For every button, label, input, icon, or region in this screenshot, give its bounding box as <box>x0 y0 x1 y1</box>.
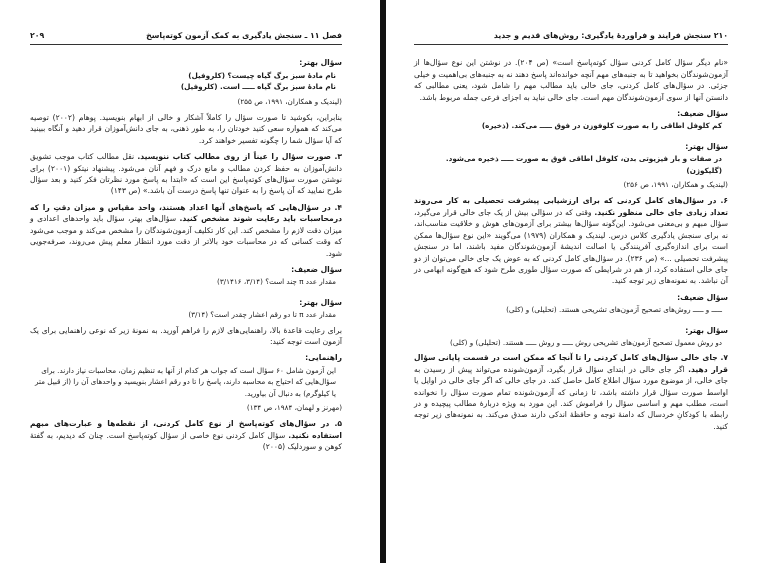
citation: (مهرنز و لهمان، ۱۹۸۴، ص ۱۳۴) <box>246 402 342 412</box>
example-text: مقدار عدد π تا دو رقم اعشار چقدر است؟ (۳/۱۴) <box>188 310 336 320</box>
rule-lead: ۴. در سؤال‌هایی که پاسخ‌های آنها اعداد هستند، واحد مقیاس و میزان دقتِ را که درمحاسبات باید رعایت شوند مشخص کنید. <box>30 202 342 224</box>
example-text: نام مادهٔ سبز برگ گیاه چیست؟ (کلروفیل) <box>188 70 336 80</box>
example-text: در صفات و بار فیزیوتی بدن، کلوفل اطاقی فوق به صورت ـــــ ذخیره می‌شود. (گلیکوژن) <box>445 154 722 175</box>
example-text: ـــــ و ـــــ روش‌های تصحیح آزمون‌های تشریحی هستند. (تحلیلی) و (کلی) <box>506 305 722 315</box>
right-page <box>386 0 768 563</box>
rule-item-7 <box>414 352 728 432</box>
right-header-text: سنجش فرایند و فراوردهٔ یادگیری: روش‌های قدیم و جدید <box>493 31 711 40</box>
paragraph: برای رعایت قاعدهٔ بالا، راهنمایی‌های لازم را فراهم آورید. به نمونهٔ زیر که نوعی راهنمایی برای یک آزمون است توجه کنید: <box>30 325 342 346</box>
right-page-number: ۲۱۰ <box>713 31 728 40</box>
better-question-label: سؤال بهتر: <box>685 141 728 151</box>
paragraph: «نام دیگر سؤال کامل کردنی سؤال کوته‌پاسخ است» (ص ۲۰۴). در نوشتن این نوع سؤال‌ها از آزمون‌شوندگان بخواهید تا به جنبه‌های مهم آنچه خوانده‌اند پاسخ دهند نه به جنبه‌های بی‌اهمیت و خیلی جزئی. در سؤال‌های کامل کردنی، جای خالی باید مطالب مهم را شامل شود، یعنی مطالبی که دانستن آنها از سوی آزمون‌شوندگان مهم است. جای خالی نباید به اجزای فرعی جمله مربوط باشد. <box>414 58 728 102</box>
citation: (لیندیک و همکاران، ۱۹۹۱، ص ۲۵۶) <box>623 180 728 190</box>
example-text: کم کلوفل اطاقی را به صورت کلوفوزن در فوق ـــــ می‌کند. (ذخیره) <box>481 121 722 131</box>
weak-question-label: سؤال ضعیف: <box>677 109 728 119</box>
rule-body: سؤال‌های بهتر، سؤال باید واحدهای اعدادی و میزان دقت لازم را مشخص کند. این کار تکلیف آزمون‌شوندگان را مشخص می‌کند و موجب می‌شود که وقت کسانی که در محاسبات خود بالاتر از دقت مورد انتظار معلم پیش می‌روند، صرفه‌جویی شود. <box>30 214 342 258</box>
rule-body: وقتی که در سؤالی بیش از یک جای خالی قرار می‌گیرد، سؤال مبهم و بی‌معنی می‌شود. این‌گونه سؤال‌ها بیشتر برای آزمون‌های هوش و خلاقیت مناسب‌اند، نه برای سنجش یادگیری کلاس درس. لیندیک و همکاران (۱۹۷۹) می‌گویند «این نوع سؤال‌ها ممکن است برای اندازه‌گیری آفرینندگی یا اصالت اندیشهٔ آزمون‌شوندگان مفید باشند، اما در سنجش پیشرفت تحصیلی ...» (ص ۲۳۶). در سؤال‌های کامل کردنی که به عوض یک جای خالی می‌توان از دو جای خالی استفاده کرد، از هم در شرایطی که صورت سؤال طوری طرح شود که هیچ‌گونه ابهامی در آن نباشد. به نمونه‌های زیر توجه کنید. <box>414 207 728 286</box>
rule-item-5 <box>30 418 342 452</box>
right-header-title <box>494 30 728 41</box>
rule-item-6 <box>414 195 728 286</box>
example-text: نام مادهٔ سبز برگ گیاه ـــــ است. (کلروفیل) <box>180 82 336 92</box>
weak-question-label: سؤال ضعیف: <box>677 292 728 302</box>
better-question-label: سؤال بهتر: <box>299 58 342 68</box>
rule-lead: ۷. جای خالی سؤال‌های کامل کردنی را تا آنجا که ممکن است در قسمت پایانی سؤال قرار دهید. <box>414 353 728 374</box>
rule-item-4 <box>30 202 342 259</box>
rule-body: اگر جای خالی در ابتدای سؤال قرار بگیرد، آزمون‌شونده می‌تواند پیش از رسیدن به جای خالی، از موضوع مورد سؤال اطلاع کامل حاصل کند. در جای خالی که اگر جای خالی در اوایل یا اواسط صورت سؤال قرار داشته باشد، تا زمانی که آزمون‌شونده تمام صورت سؤال را نخوانده است، مطلب مهم و اساسی سؤال را فراموش کند. این مورد به ویژه دربارهٔ مطالب پیچیده و در رابطه با کودکانِ خردسال که دامنهٔ توجه و حافظهٔ اندکی دارند صدق می‌کند. به نمونه‌های زیر توجه کنید. <box>414 364 728 431</box>
guide-text: این آزمون شامل ۶۰ سؤال است که جواب هر کدام از آنها به تنظیم زمان، محاسبات نیاز دارند. برای سؤال‌هایی که احتیاج به محاسبه دارند، پاسخ را تا دو رقم اعشار بنویسید و واحدهای آن را (از قبیل متر یا کیلوگرم) به دنبال آن بیاورید. <box>34 365 336 398</box>
example-text: دو روش معمول تصحیح آزمون‌های تشریحی روش ـــــ و روش ـــــ هستند. (تحلیلی) و (کلی) <box>450 337 722 347</box>
citation: (لیندیک و همکاران، ۱۹۹۱، ص ۲۵۵) <box>237 96 342 106</box>
paragraph: بنابراین، بکوشید تا صورت سؤال را کاملاً آشکار و خالی از ابهام بنویسید. پوهام (۲۰۰۲) توصیه می‌کند که همواره سعی کنید خودتان را، به طور ذهنی، به جای دانش‌آموزان قرار دهید و آنگاه ببینید که آیا سؤال شما را چگونه تفسیر خواهند کرد. <box>30 113 342 145</box>
left-page <box>0 0 382 563</box>
rule-item-3 <box>30 151 342 197</box>
rule-lead: ۵. در سؤال‌های کوته‌پاسخ از نوع کامل کردنی، از نقطه‌ها و عبارت‌های مبهم استفاده نکنید. <box>30 419 342 440</box>
example-text: مقدار عدد π چند است؟ (۳/۱۴، ۳/۱۴۱۶) <box>217 277 336 287</box>
rule-lead: ۳. صورت سؤال را عیناً از روی مطالب کتاب ننویسید. <box>137 152 342 162</box>
better-question-label: سؤال بهتر: <box>685 325 728 335</box>
left-page-header <box>30 30 342 45</box>
better-question-label: سؤال بهتر: <box>299 297 342 307</box>
left-page-number: ۲۰۹ <box>30 31 45 40</box>
guide-label: راهنمایی: <box>305 353 342 363</box>
right-page-header <box>414 30 728 45</box>
left-header-title: فصل ۱۱ ـ سنجش یادگیری به کمک آزمون کوته‌پاسخ <box>146 31 342 40</box>
rule-body: سؤال کامل کردنی نوع خاصی از سؤال کوته‌پاسخ است. چنان که دیدیم، به گفتهٔ کوهن و سوردلیک (۲۰۰۵) <box>30 430 342 452</box>
weak-question-label: سؤال ضعیف: <box>291 264 342 274</box>
rule-lead: ۶. در سؤال‌های کامل کردنی که برای ارزشیابی پیشرفت تحصیلی به کار می‌روند تعداد زیادی جای خالی منظور نکنید. <box>414 196 728 217</box>
rule-body: نقل مطالب کتاب موجب تشویق دانش‌آموزان به حفظ کردن مطالب و مانع درک و فهم آنان می‌شود. پیشنهاد نیتکو (۲۰۰۱) برای نوشتن صورت سؤال‌های کوته‌پاسخ این است که «ابتدا به پاسخ مورد نظرتان فکر کنید و بعد سؤال طرح نمایید که آن پاسخ را به عنوان تنها پاسخ درست آن باشد.» (ص ۱۴۳) <box>30 152 343 196</box>
